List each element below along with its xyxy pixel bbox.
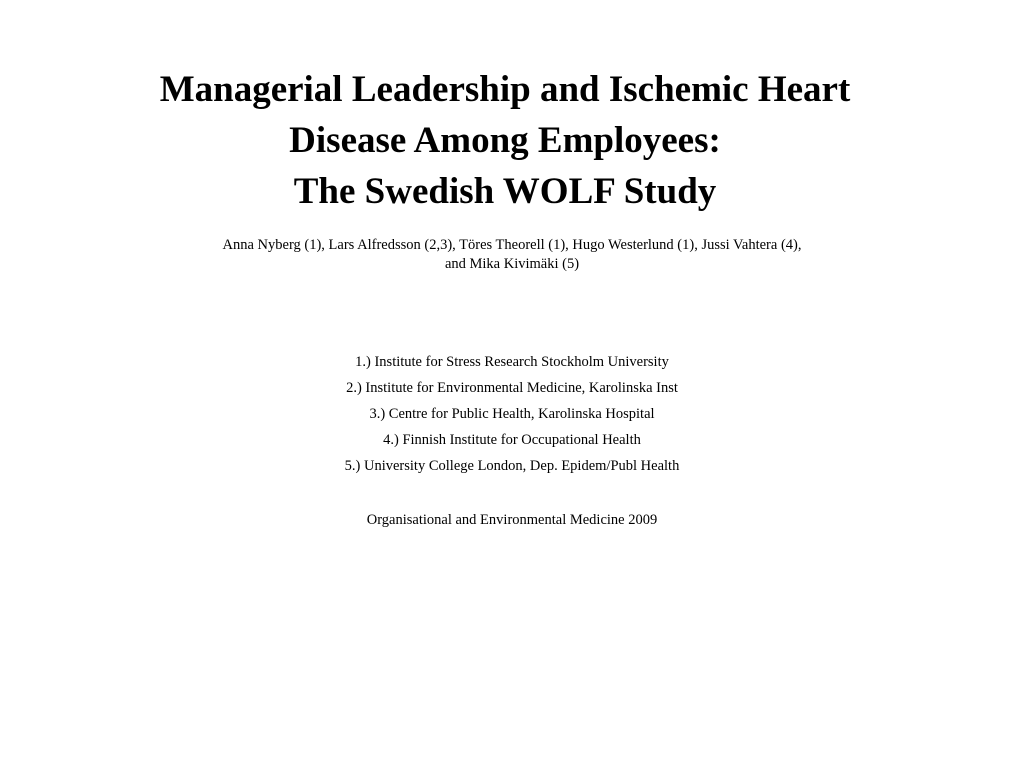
affiliation-item: 3.) Centre for Public Health, Karolinska Hospital — [369, 406, 655, 422]
conference-footer: Organisational and Environmental Medicine 2009 — [366, 512, 658, 528]
affiliation-item: 4.) Finnish Institute for Occupational Health — [383, 432, 641, 448]
title-line: Managerial Leadership and Ischemic Heart — [159, 69, 851, 110]
affiliation-item: 2.) Institute for Environmental Medicine, Karolinska Inst — [346, 380, 678, 396]
affiliation-list — [0, 351, 1024, 481]
author-line: and Mika Kivimäki (5) — [444, 256, 580, 272]
title-line: The Swedish WOLF Study — [293, 171, 717, 212]
title-line: Disease Among Employees: — [289, 120, 721, 161]
affiliation-item: 5.) University College London, Dep. Epidem/Publ Health — [344, 458, 680, 474]
author-line: Anna Nyberg (1), Lars Alfredsson (2,3), Töres Theorell (1), Hugo Westerlund (1), Jussi Vahtera (4), — [222, 237, 802, 253]
author-list — [0, 236, 1024, 274]
slide-title — [0, 64, 1010, 217]
affiliation-item: 1.) Institute for Stress Research Stockholm University — [355, 354, 669, 370]
